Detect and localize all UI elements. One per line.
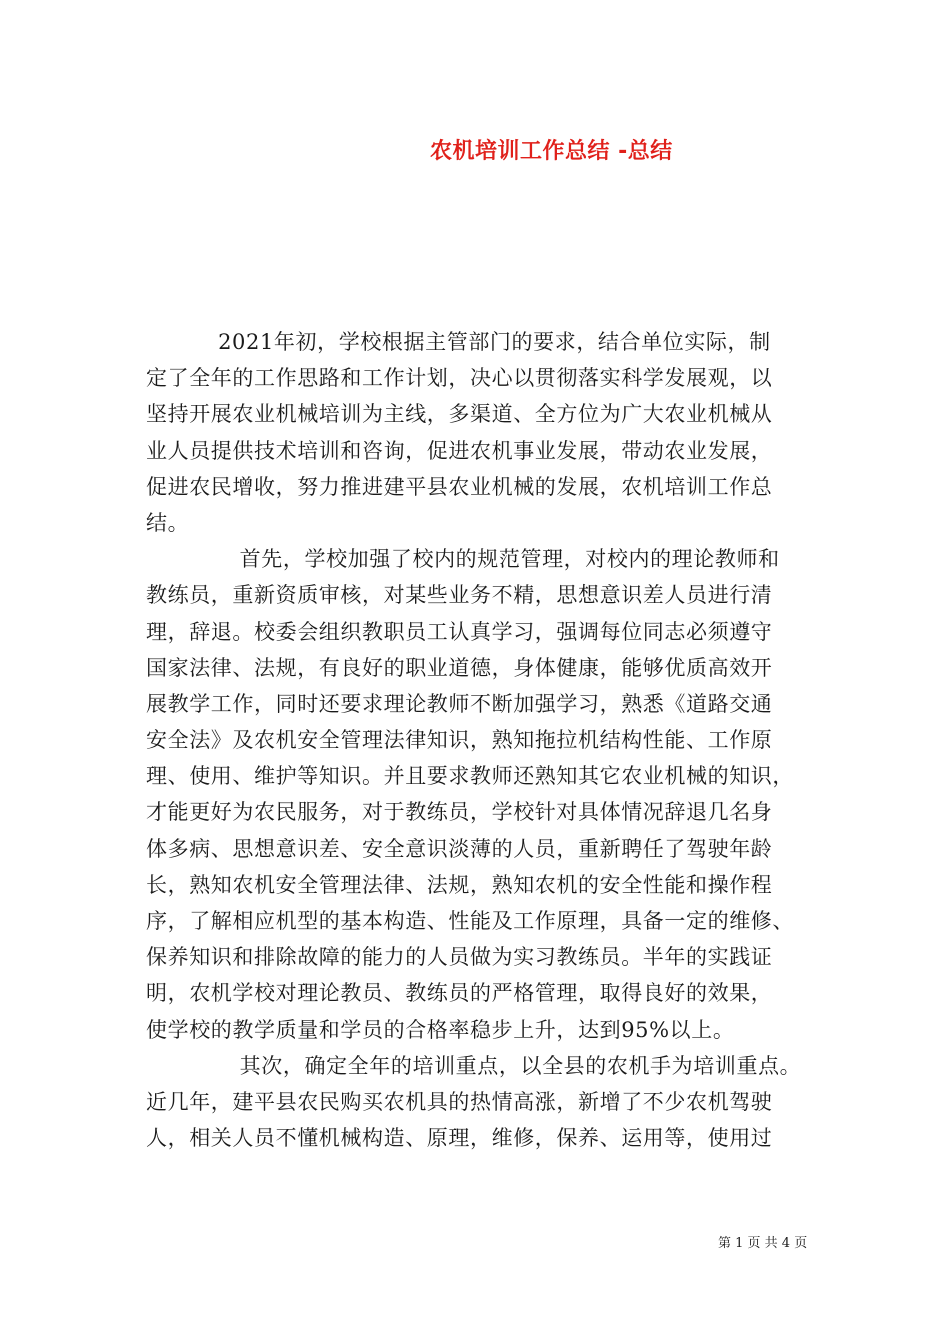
body-line: 明，农机学校对理论教员、教练员的严格管理，取得良好的效果， xyxy=(146,981,773,1006)
body-line: 首先，学校加强了校内的规范管理，对校内的理论教师和 xyxy=(146,547,780,572)
body-line: 长，熟知农机安全管理法律、法规，熟知农机的安全性能和操作程 xyxy=(146,872,773,897)
body-line: 理，辞退。校委会组织教职员工认真学习，强调每位同志必须遵守 xyxy=(146,619,773,644)
body-line: 促进农民增收，努力推进建平县农业机械的发展，农机培训工作总 xyxy=(146,474,773,499)
body-line: 其次，确定全年的培训重点，以全县的农机手为培训重点。 xyxy=(146,1053,802,1078)
body-line: 近几年，建平县农民购买农机具的热情高涨，新增了不少农机驾驶 xyxy=(146,1089,773,1114)
body-line: 保养知识和排除故障的能力的人员做为实习教练员。半年的实践证 xyxy=(146,945,773,970)
body-line: 人，相关人员不懂机械构造、原理，维修，保养、运用等，使用过 xyxy=(146,1126,773,1151)
body-line: 才能更好为农民服务，对于教练员，学校针对具体情况辞退几名身 xyxy=(146,800,773,825)
body-line: 定了全年的工作思路和工作计划，决心以贯彻落实科学发展观，以 xyxy=(146,366,773,391)
body-line: 理、使用、维护等知识。并且要求教师还熟知其它农业机械的知识， xyxy=(146,764,794,789)
body-line: 展教学工作，同时还要求理论教师不断加强学习，熟悉《道路交通 xyxy=(146,691,773,716)
body-line: 序，了解相应机型的基本构造、性能及工作原理，具备一定的维修、 xyxy=(146,909,794,933)
body-line: 国家法律、法规，有良好的职业道德，身体健康，能够优质高效开 xyxy=(146,655,773,680)
body-line: 结。 xyxy=(146,510,190,535)
body-line: 体多病、思想意识差、安全意识淡薄的人员，重新聘任了驾驶年龄 xyxy=(146,836,773,861)
body-line: 2021年初，学校根据主管部门的要求，结合单位实际，制 xyxy=(146,330,771,354)
body-line: 安全法》及农机安全管理法律知识，熟知拖拉机结构性能、工作原 xyxy=(146,728,773,753)
body-line: 教练员，重新资质审核，对某些业务不精，思想意识差人员进行清 xyxy=(146,583,773,608)
body-line: 业人员提供技术培训和咨询，促进农机事业发展，带动农业发展， xyxy=(146,438,773,463)
body-line: 使学校的教学质量和学员的合格率稳步上升，达到95%以上。 xyxy=(146,1017,735,1042)
document-body xyxy=(146,324,836,1156)
body-line: 坚持开展农业机械培训为主线，多渠道、全方位为广大农业机械从 xyxy=(146,402,773,427)
page-number-footer: 第 1 页 共 4 页 xyxy=(718,1236,808,1251)
document-title: 农机培训工作总结 -总结 xyxy=(430,139,673,164)
